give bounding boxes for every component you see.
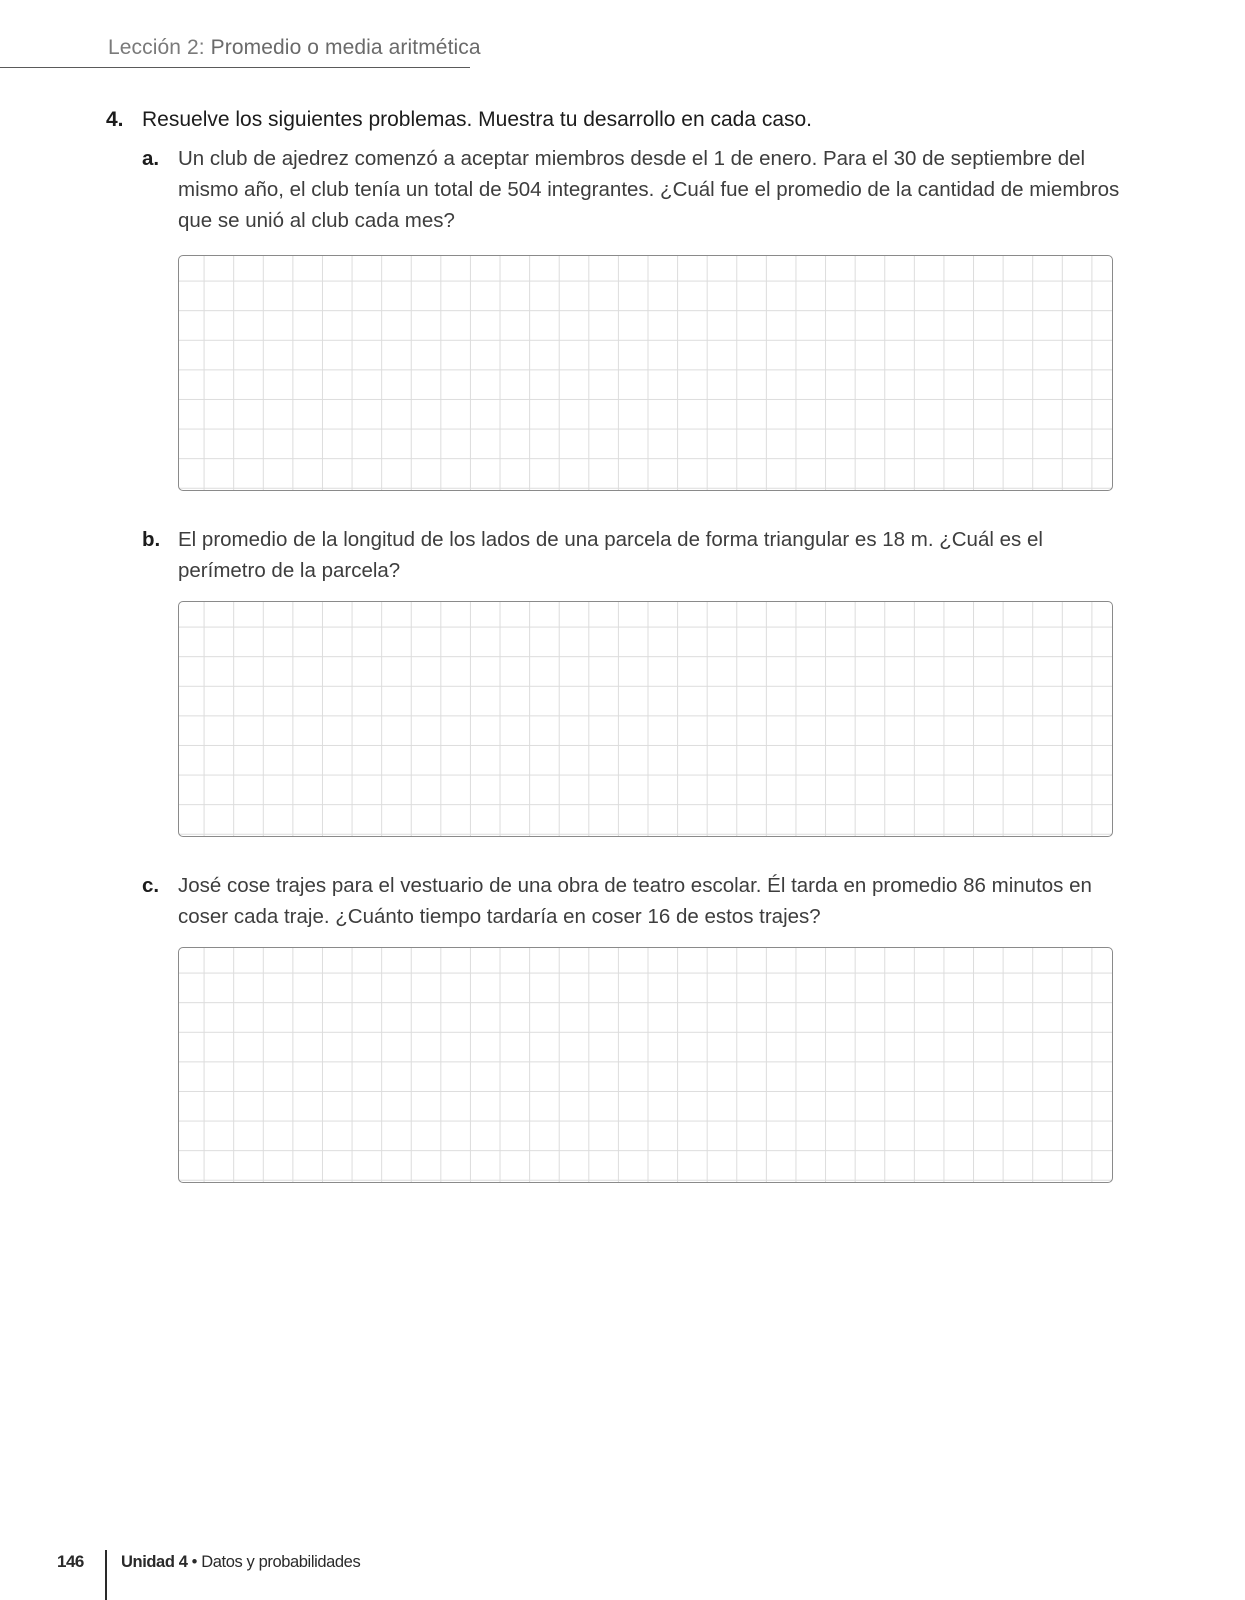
footer-unit [121,1553,360,1572]
lesson-label: Lección 2: [108,36,205,59]
footer-divider [105,1550,107,1600]
lesson-header [108,36,481,60]
unit-title: Datos y probabilidades [201,1553,361,1571]
exercise-heading [106,108,812,132]
answer-grid-a[interactable] [178,255,1113,491]
header-divider [0,67,470,68]
problem-letter: c. [142,874,160,897]
answer-grid-c[interactable] [178,947,1113,1183]
problem-text: Un club de ajedrez comenzó a aceptar miembros desde el 1 de enero. Para el 30 de septiembre del mismo año, el club tenía un total de 504 integrantes. ¿Cuál fue el promedio de la cantidad de miembros que se unió al club cada mes? [178,147,1120,232]
page-number: 146 [57,1552,84,1571]
problem-text: El promedio de la longitud de los lados de una parcela de forma triangular es 18 m. ¿Cuál es el perímetro de la parcela? [178,528,1043,582]
lesson-title: Promedio o media aritmética [210,36,481,59]
problem-letter: a. [142,147,160,170]
unit-label: Unidad 4 [121,1553,188,1571]
exercise-number: 4. [106,108,124,131]
exercise-instruction: Resuelve los siguientes problemas. Muestra tu desarrollo en cada caso. [142,108,813,131]
unit-separator: • [191,1553,198,1571]
problem-a [142,143,1122,236]
problem-text: José cose trajes para el vestuario de una obra de teatro escolar. Él tarda en promedio 86 minutos en coser cada traje. ¿Cuánto tiempo tardaría en coser 16 de estos trajes? [178,874,1092,928]
answer-grid-b[interactable] [178,601,1113,837]
problem-b [142,524,1122,586]
problem-letter: b. [142,528,161,551]
problem-c [142,870,1122,932]
